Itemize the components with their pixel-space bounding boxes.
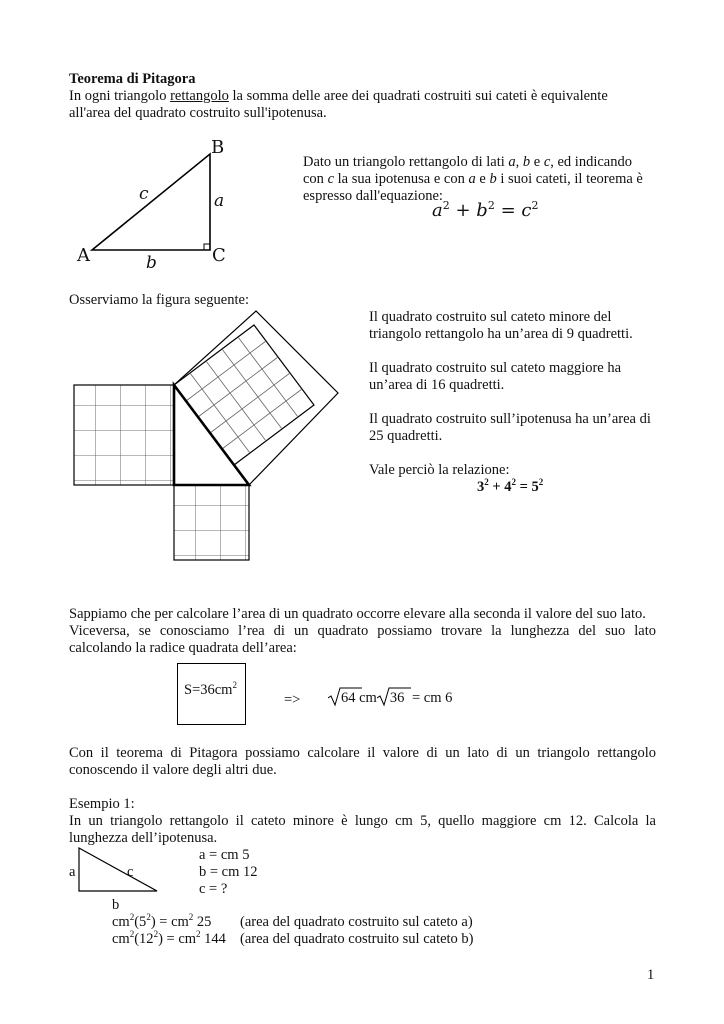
fact-2-line-2: un’area di 16 quadretti. bbox=[369, 377, 505, 393]
rel-5: = 5 bbox=[516, 479, 539, 495]
intro-line-1 bbox=[69, 87, 608, 105]
rel-4: + 4 bbox=[488, 479, 512, 495]
eq-exp: 2 bbox=[487, 199, 495, 212]
text: e bbox=[475, 171, 490, 187]
area-para-line-2: Viceversa, se conosciamo l’rea di un quadrato possiamo trovare la lunghezza del suo lato bbox=[69, 623, 656, 639]
var-a: a bbox=[508, 154, 516, 170]
area-label-exp: 2 bbox=[232, 680, 237, 691]
radical-sign-icon bbox=[377, 686, 411, 708]
given-b: b = cm 12 bbox=[199, 864, 258, 880]
eq-equals: = bbox=[500, 200, 516, 221]
fact-3-line-2: 25 quadretti. bbox=[369, 428, 443, 444]
example-line-1: In un triangolo rettangolo il cateto minore è lungo cm 5, quello maggiore cm 12. Calcola la bbox=[69, 813, 656, 829]
square-side-3 bbox=[174, 485, 249, 560]
pyth-para-line-2: conoscendo il valore degli altri due. bbox=[69, 762, 277, 778]
text: i suoi cateti, il teorema è bbox=[496, 171, 643, 187]
var-a: a bbox=[468, 171, 476, 187]
eq-c: c bbox=[521, 200, 532, 221]
sqrt-36 bbox=[377, 689, 405, 707]
underlined-word: rettangolo bbox=[170, 88, 229, 104]
observe-heading: Osserviamo la figura seguente: bbox=[69, 292, 249, 308]
radical-sign-icon bbox=[328, 686, 362, 708]
text: Dato un triangolo rettangolo di lati bbox=[303, 154, 509, 170]
sqrt-result: = cm 6 bbox=[408, 690, 453, 706]
eq-plus: + bbox=[455, 200, 471, 221]
sqrt-expression bbox=[328, 689, 452, 707]
side-b-label: b bbox=[146, 253, 157, 273]
description-line-2 bbox=[303, 170, 643, 188]
area-para-line-3: calcolando la radice quadrata dell’area: bbox=[69, 640, 297, 656]
given-c: c = ? bbox=[199, 881, 228, 897]
example-heading: Esempio 1: bbox=[69, 796, 135, 812]
var-b: b bbox=[489, 171, 497, 187]
area-para-line-1: Sappiamo che per calcolare l’area di un quadrato occorre elevare alla seconda il valore del suo lato. bbox=[69, 606, 646, 622]
sqrt-64 bbox=[328, 689, 356, 707]
calc-exp: 2 bbox=[129, 912, 135, 923]
calc-unit: cm bbox=[112, 931, 130, 947]
square-hypotenuse-5 bbox=[174, 325, 314, 465]
eq-exp: 2 bbox=[442, 199, 450, 212]
calc-exp: 2 bbox=[146, 912, 151, 923]
pythagoras-equation bbox=[432, 200, 538, 221]
example-triangle bbox=[76, 845, 166, 895]
eq-b: b bbox=[476, 200, 488, 221]
example-tri-b: b bbox=[112, 897, 120, 913]
rel-exp: 2 bbox=[484, 477, 489, 488]
var-c: c bbox=[543, 154, 551, 170]
vertex-b-label: B bbox=[211, 137, 225, 158]
calc-unit: cm bbox=[112, 914, 130, 930]
intro-text: In ogni triangolo bbox=[69, 88, 171, 104]
page-title: Teorema di Pitagora bbox=[69, 71, 196, 87]
eq-exp: 2 bbox=[531, 199, 539, 212]
calc-exp: 2 bbox=[129, 929, 135, 940]
relation-3-4-5 bbox=[477, 478, 543, 496]
example-triangle-shape bbox=[79, 848, 157, 891]
sqrt-value-1: 64 bbox=[341, 690, 356, 706]
text: la sua ipotenusa e con bbox=[334, 171, 469, 187]
central-right-triangle bbox=[174, 385, 249, 485]
square-side-4 bbox=[74, 385, 174, 485]
side-a-label: a bbox=[214, 191, 225, 211]
text: , ed indicando bbox=[550, 154, 632, 170]
example-line-2: lunghezza dell’ipotenusa. bbox=[69, 830, 218, 846]
calc-line-2 bbox=[112, 930, 226, 948]
calc-exp: 2 bbox=[188, 912, 194, 923]
intro-line-2: all'area del quadrato costruito sull'ipotenusa. bbox=[69, 105, 327, 121]
calc-exp: 2 bbox=[153, 929, 159, 940]
calc-note-2: (area del quadrato costruito sul cateto b) bbox=[240, 931, 474, 947]
text: , bbox=[515, 154, 523, 170]
area-label-text: S=36cm bbox=[184, 682, 233, 698]
triangle-shape bbox=[92, 154, 210, 250]
given-a: a = cm 5 bbox=[199, 847, 250, 863]
vertex-c-label: C bbox=[212, 245, 226, 266]
sqrt-value-2: 36 bbox=[389, 690, 405, 706]
vertex-a-label: A bbox=[77, 245, 90, 266]
description-line-3: espresso dall'equazione: bbox=[303, 188, 443, 204]
intro-text: la somma delle aree dei quadrati costruiti sui cateti è equivalente bbox=[228, 88, 608, 104]
calc-equals: ) = cm bbox=[150, 914, 189, 930]
example-tri-c: c bbox=[127, 864, 134, 880]
var-c: c bbox=[327, 171, 334, 187]
rel-exp: 2 bbox=[538, 477, 544, 488]
var-b: b bbox=[522, 154, 531, 170]
implies-arrow: => bbox=[284, 692, 301, 708]
text: e bbox=[530, 154, 544, 170]
page-number: 1 bbox=[647, 967, 655, 983]
eq-a: a bbox=[432, 200, 443, 221]
rel-3: 3 bbox=[477, 479, 485, 495]
fact-4: Vale perciò la relazione: bbox=[369, 462, 510, 478]
pyth-para-line-1: Con il teorema di Pitagora possiamo calcolare il valore di un lato di un triangolo rettangolo bbox=[69, 745, 656, 761]
side-c-label: c bbox=[139, 184, 149, 204]
text: con bbox=[303, 171, 328, 187]
right-angle-mark bbox=[204, 244, 210, 250]
area-square-box bbox=[177, 663, 246, 725]
example-tri-a: a bbox=[69, 864, 76, 880]
sqrt-unit: cm bbox=[355, 690, 377, 706]
pythagoras-squares-figure bbox=[70, 305, 380, 595]
calc-exp: 2 bbox=[196, 929, 201, 940]
rel-exp: 2 bbox=[511, 477, 517, 488]
fact-2-line-1: Il quadrato costruito sul cateto maggiore ha bbox=[369, 360, 622, 376]
calc-value: 144 bbox=[200, 931, 226, 947]
calc-note-1: (area del quadrato costruito sul cateto a) bbox=[240, 914, 473, 930]
fact-1-line-2: triangolo rettangolo ha un’area di 9 quadretti. bbox=[369, 326, 633, 342]
area-square-label bbox=[184, 682, 237, 699]
description-line-1 bbox=[303, 153, 632, 171]
calc-equals: ) = cm bbox=[158, 931, 197, 947]
calc-base: (5 bbox=[134, 914, 147, 930]
calc-value: 25 bbox=[193, 914, 212, 930]
fact-3-line-1: Il quadrato costruito sull’ipotenusa ha un’area di bbox=[369, 411, 651, 427]
calc-base: (12 bbox=[134, 931, 154, 947]
fact-1-line-1: Il quadrato costruito sul cateto minore del bbox=[369, 309, 612, 325]
